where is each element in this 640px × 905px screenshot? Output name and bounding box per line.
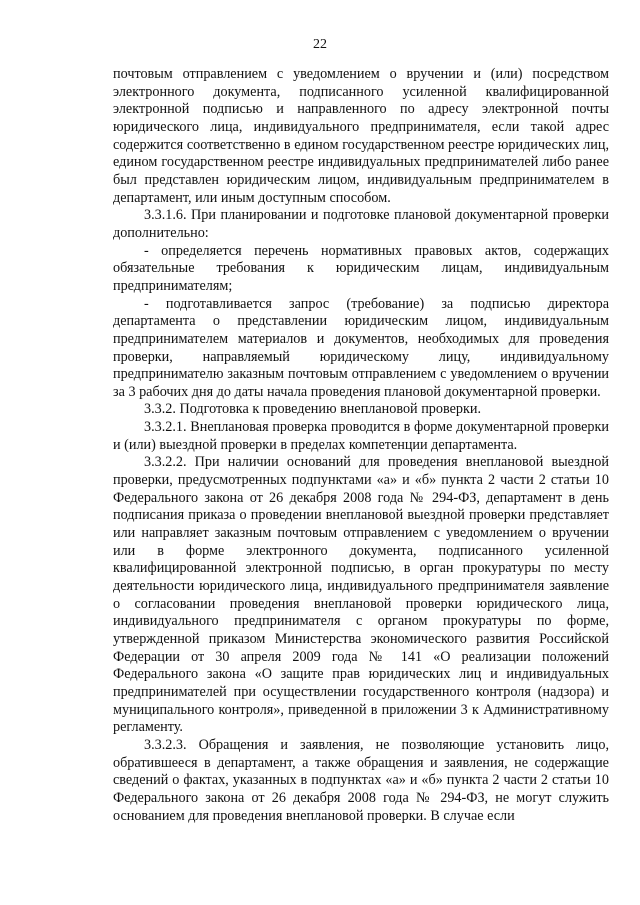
paragraph-6: 3.3.2.1. Внеплановая проверка проводится в форме документарной проверки и (или) выездной проверки в пределах компетенции департамента. [113, 419, 609, 453]
page-number: 22 [313, 37, 327, 52]
paragraph-5: 3.3.2. Подготовка к проведению внеплановой проверки. [144, 401, 482, 418]
paragraph-4: - подготавливается запрос (требование) за подписью директора департамента о представлении юридическим лицом, индивидуальным предпринимателем материалов и документов, необходимых для проведения проверки, направляемый юридическому лицу, индивидуальному предпринимателю заказным почтовым отправлением с уведомлением о вручении за 3 рабочих дня до даты начала проведения плановой документарной проверки. [113, 295, 609, 400]
paragraph-3: - определяется перечень нормативных правовых актов, содержащих обязательные требования к юридическим лицам, индивидуальным предпринимателям; [113, 242, 609, 294]
paragraph-1: почтовым отправлением с уведомлением о вручении и (или) посредством электронного документа, подписанного усиленной квалифицированной электронной подписью и направленного по адресу электронной почты юридического лица, индивидуального предпринимателя, если такой адрес содержится соответственно в едином государственном реестре юридических лиц, едином государственном реестре индивидуальных предпринимателей либо ранее был представлен юридическим лицом, индивидуальным предпринимателем в департамент, или иным доступным способом. [113, 66, 609, 206]
paragraph-2: 3.3.1.6. При планировании и подготовке плановой документарной проверки дополнительно: [113, 207, 609, 241]
document-body [113, 66, 609, 825]
paragraph-7: 3.3.2.2. При наличии оснований для проведения внеплановой выездной проверки, предусмотренных подпунктами «а» и «б» пункта 2 части 2 статьи 10 Федерального закона от 26 декабря 2008 года № 294-ФЗ, департамент в день подписания приказа о проведении внеплановой выездной проверки представляет или направляет заказным почтовым отправлением с уведомлением о вручении или в форме электронного документа, подписанного усиленной квалифицированной электронной подписью, в орган прокуратуры по месту деятельности юридического лица, индивидуального предпринимателя заявление о согласовании проведения внеплановой проверки юридического лица, индивидуального предпринимателя с органом прокуратуры по форме, утвержденной приказом Министерства экономического развития Российской Федерации от 30 апреля 2009 года № 141 «О реализации положений Федерального закона «О защите прав юридических лиц и индивидуальных предпринимателей при осуществлении государственного контроля (надзора) и муниципального контроля», приведенной в приложении 3 к Административному регламенту. [113, 454, 609, 736]
paragraph-8: 3.3.2.3. Обращения и заявления, не позволяющие установить лицо, обратившееся в департамент, а также обращения и заявления, не содержащие сведений о фактах, указанных в подпунктах «а» и «б» пункта 2 части 2 статьи 10 Федерального закона от 26 декабря 2008 года № 294-ФЗ, не могут служить основанием для проведения внеплановой проверки. В случае если [113, 736, 609, 824]
